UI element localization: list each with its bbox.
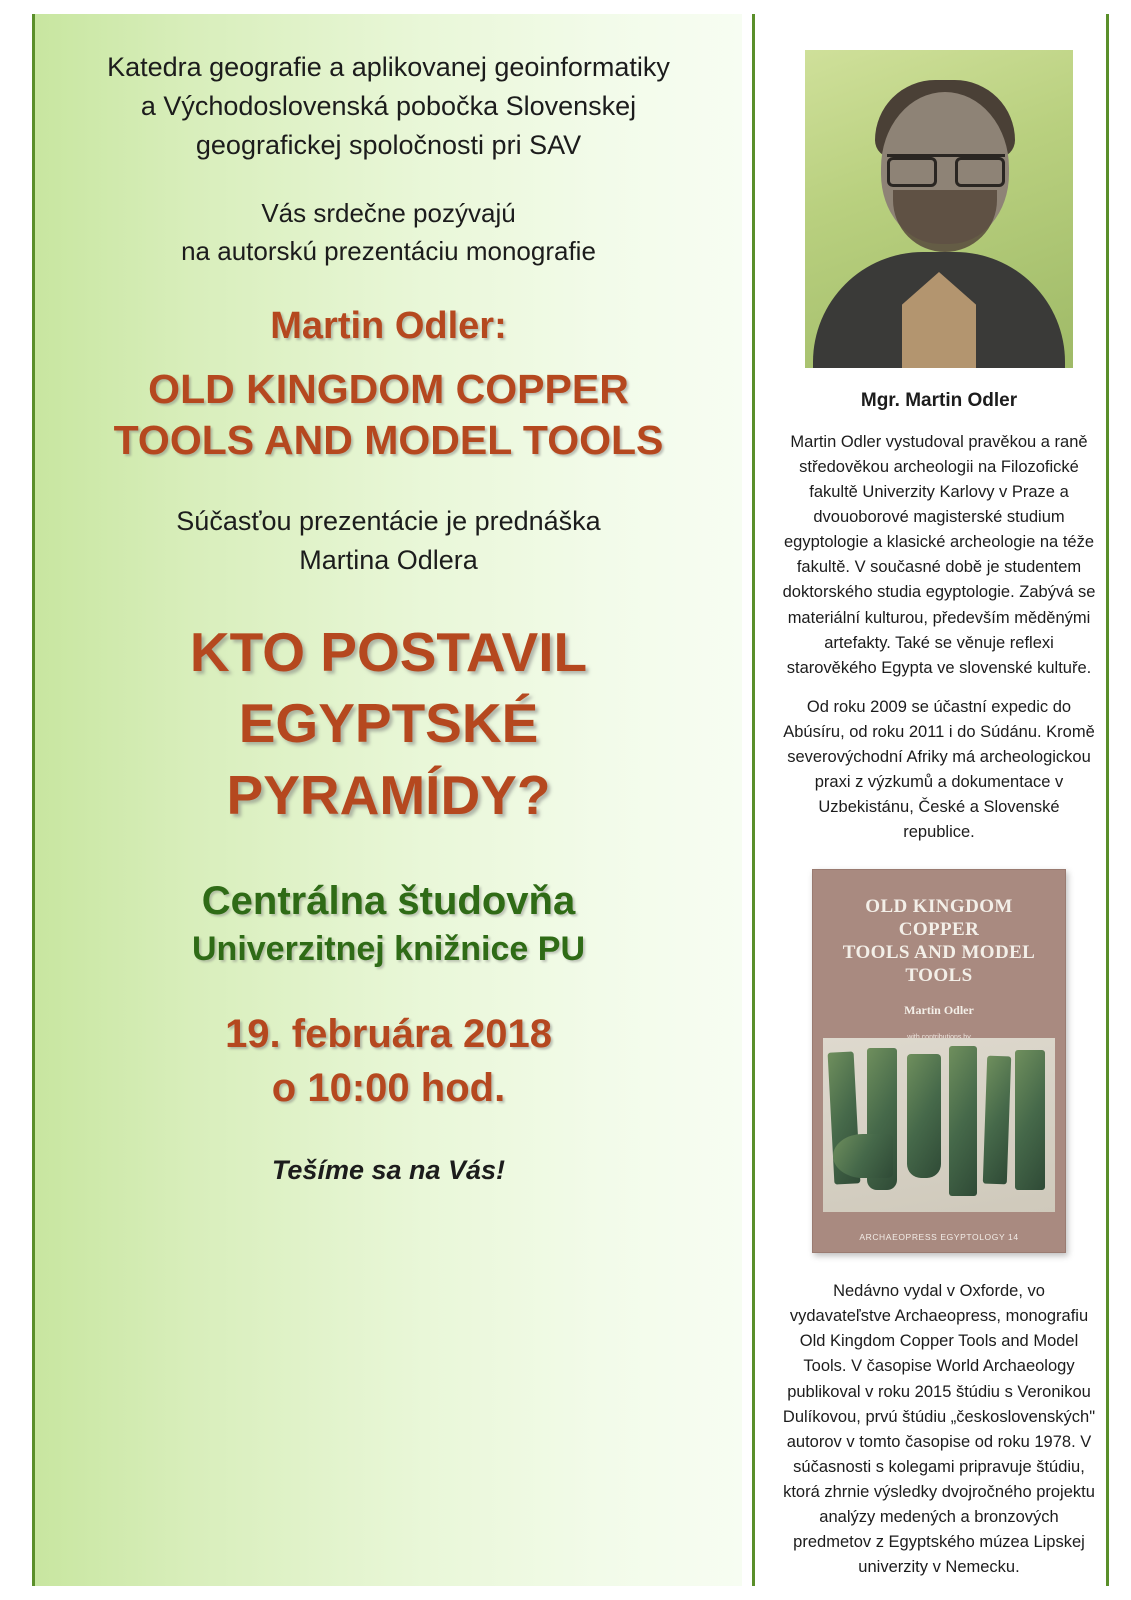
copper-tool-icon xyxy=(907,1054,941,1178)
invitation-line-2: na autorskú prezentáciu monografie xyxy=(181,236,596,267)
venue-line-1: Centrálna študovňa xyxy=(201,879,576,924)
bio-paragraph-3: Nedávno vydal v Oxforde, vo vydavateľstve Archaeopress, monografiu Old Kingdom Copper Tools and Model Tools. V časopise World Archaeology publikoval v roku 2015 štúdiu s Veronikou Dulíkovou, prvú štúdiu „československých" autorov v tomto časopise od roku 1978. V súčasnosti s kolegami pripravuje štúdiu, ktorá zhrnie výsledky dvojročného projektu analýzy medených a bronzových predmetov z Egyptského múzea Lipskej univerzity v Nemecku. xyxy=(782,1282,1096,1577)
cover-artifact-photo xyxy=(823,1038,1055,1212)
closing-note: Tešíme sa na Vás! xyxy=(271,1155,506,1186)
portrait-caption: Mgr. Martin Odler xyxy=(860,390,1018,411)
invitation-line-1: Vás srdečne pozývajú xyxy=(261,198,516,229)
cover-title-line-1: OLD KINGDOM COPPER xyxy=(865,896,1013,941)
organizer-line-3: geografickej spoločnosti pri SAV xyxy=(195,130,582,161)
lecture-note-line-1: Súčasťou prezentácie je prednáška xyxy=(176,506,601,537)
bio-paragraph-2: Od roku 2009 se účastní expedic do Abúsíru, od roku 2011 i do Súdánu. Kromě severovýchodní Afriky má archeologickou praxi z výzkumů a dokumentace v Uzbekistánu, České a Slovenské republice. xyxy=(783,697,1095,842)
copper-tool-icon xyxy=(1015,1050,1045,1190)
bio-paragraph-1: Martin Odler vystudoval pravěkou a raně středověkou archeologii na Filozofické fakultě Univerzity Karlovy v Praze a dvouoborové magisterské studium egyptologie a klasické archeologie na téže fakultě. V současné době je studentem doktorského studia egyptologie. Zabývá se materiální kulturou, především měděnými artefakty. Také se věnuje reflexi starověkého Egypta ve slovenské kultuře. xyxy=(782,433,1096,677)
datetime-block xyxy=(61,1007,716,1115)
cover-author: Martin Odler xyxy=(904,1003,974,1018)
right-sidebar-panel xyxy=(769,14,1109,1586)
organizer-line-2: a Východoslovenská pobočka Slovenskej xyxy=(140,91,637,122)
book-title xyxy=(61,364,716,467)
book-title-line-1: OLD KINGDOM COPPER xyxy=(148,365,629,412)
organizer-line-1: Katedra geografie a aplikovanej geoinformatiky xyxy=(107,52,670,82)
copper-tool-icon xyxy=(983,1056,1011,1185)
author-name: Martin Odler: xyxy=(270,304,507,347)
cover-title xyxy=(813,870,1065,987)
organizer-block xyxy=(61,48,716,165)
cover-series-footer: ARCHAEOPRESS EGYPTOLOGY 14 xyxy=(859,1232,1019,1243)
lecture-title-line-1: KTO POSTAVIL xyxy=(189,620,588,683)
venue-line-2: Univerzitnej knižnice PU xyxy=(192,930,585,969)
lecture-title-line-3: PYRAMÍDY? xyxy=(226,763,551,826)
copper-blade-icon xyxy=(833,1134,893,1178)
copper-tool-icon xyxy=(949,1046,977,1196)
venue-block xyxy=(61,875,716,971)
glasses-icon xyxy=(887,154,1005,183)
author-portrait-photo xyxy=(805,50,1073,368)
invitation-block xyxy=(61,195,716,270)
event-date: 19. februára 2018 xyxy=(225,1012,552,1057)
left-content-panel xyxy=(32,14,742,1586)
cover-title-line-2: TOOLS AND MODEL xyxy=(842,941,1036,963)
lecture-note-line-2: Martina Odlera xyxy=(299,545,478,576)
book-cover-image xyxy=(812,869,1066,1253)
lecture-title xyxy=(61,617,716,832)
lecture-note xyxy=(61,502,716,580)
cover-title-line-3: TOOLS xyxy=(905,964,973,986)
vertical-divider xyxy=(752,14,755,1586)
book-title-line-2: TOOLS AND MODEL TOOLS xyxy=(113,417,664,464)
event-time: o 10:00 hod. xyxy=(271,1066,506,1111)
lecture-title-line-2: EGYPTSKÉ xyxy=(238,692,539,755)
portrait-beard xyxy=(893,190,997,252)
